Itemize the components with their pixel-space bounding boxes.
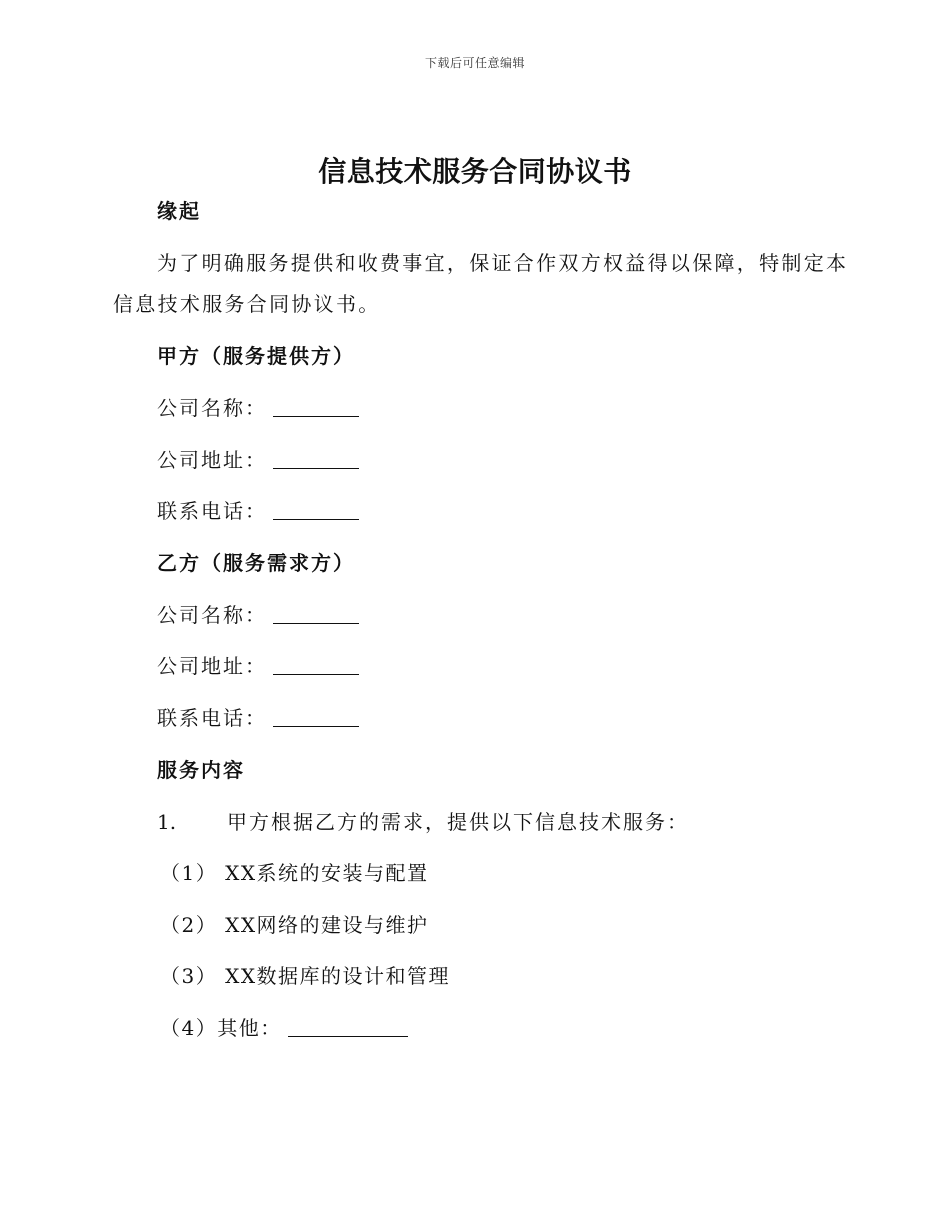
party-b-company-address-blank[interactable] bbox=[273, 654, 359, 675]
party-a-phone-row bbox=[157, 499, 359, 523]
party-a-company-name-label: 公司名称： bbox=[157, 396, 267, 420]
service-item-1 bbox=[157, 810, 689, 834]
party-a-phone-blank[interactable] bbox=[273, 499, 359, 520]
page-title: 信息技术服务合同协议书 bbox=[318, 155, 632, 188]
sub-item-1: （1） XX系统的安装与配置 bbox=[160, 861, 429, 885]
party-b-company-name-row bbox=[157, 603, 359, 627]
service-item-1-text: 甲方根据乙方的需求，提供以下信息技术服务： bbox=[227, 810, 689, 834]
sub-item-3: （3） XX数据库的设计和管理 bbox=[160, 964, 451, 988]
sub-item-4-label: （4）其他： bbox=[160, 1016, 282, 1040]
header-note: 下载后可任意编辑 bbox=[424, 56, 525, 70]
sub-item-4-blank[interactable] bbox=[288, 1016, 408, 1037]
sub-item-2: （2） XX网络的建设与维护 bbox=[160, 913, 429, 937]
party-a-heading: 甲方（服务提供方） bbox=[157, 344, 355, 368]
party-b-company-address-row bbox=[157, 654, 359, 678]
service-heading: 服务内容 bbox=[157, 758, 245, 782]
party-a-company-name-blank[interactable] bbox=[273, 396, 359, 417]
party-a-company-address-blank[interactable] bbox=[273, 448, 359, 469]
party-a-company-address-label: 公司地址： bbox=[157, 448, 267, 472]
party-b-phone-blank[interactable] bbox=[273, 706, 359, 727]
origin-paragraph-line2: 信息技术服务合同协议书。 bbox=[113, 292, 381, 316]
party-a-phone-label: 联系电话： bbox=[157, 499, 267, 523]
sub-item-4-row bbox=[160, 1016, 408, 1040]
party-b-company-name-blank[interactable] bbox=[273, 603, 359, 624]
service-item-1-number: 1. bbox=[157, 810, 177, 834]
origin-heading: 缘起 bbox=[157, 199, 201, 223]
party-a-company-name-row bbox=[157, 396, 359, 420]
party-b-phone-label: 联系电话： bbox=[157, 706, 267, 730]
party-b-phone-row bbox=[157, 706, 359, 730]
party-b-company-name-label: 公司名称： bbox=[157, 603, 267, 627]
party-b-heading: 乙方（服务需求方） bbox=[157, 551, 355, 575]
party-b-company-address-label: 公司地址： bbox=[157, 654, 267, 678]
party-a-company-address-row bbox=[157, 448, 359, 472]
origin-paragraph-line1: 为了明确服务提供和收费事宜，保证合作双方权益得以保障，特制定本 bbox=[157, 251, 849, 275]
